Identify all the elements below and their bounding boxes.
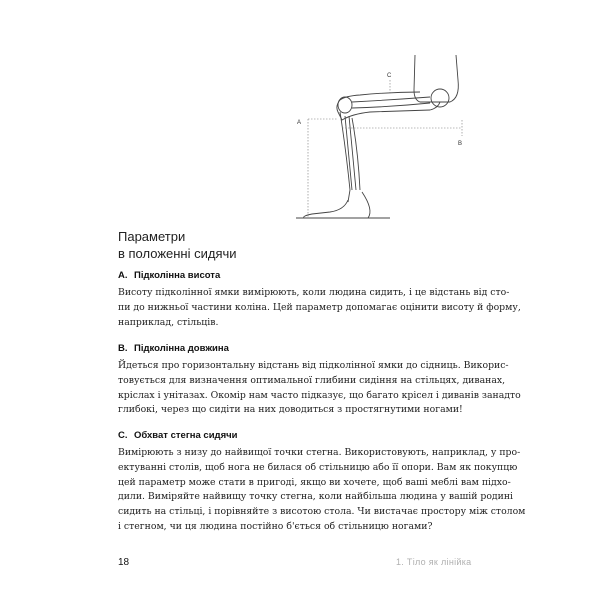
section-c-title: Обхват стегна сидячи bbox=[134, 430, 238, 441]
paragraph-line: цей параметр може стати в пригоді, якщо ви хочете, щоб ваші меблі вам підхо- bbox=[118, 476, 511, 488]
paragraph-line: дили. Виміряйте найвищу точку стегна, коли найбільша людина у вашій родині bbox=[118, 491, 514, 503]
section-b-title: Підколінна довжина bbox=[134, 343, 229, 354]
section-b-heading bbox=[118, 343, 229, 354]
section-b-letter: B. bbox=[118, 343, 128, 354]
section-a-heading bbox=[118, 270, 220, 281]
paragraph-line: товується для визначення оптимальної глибини сидіння на стільцях, диванах, bbox=[118, 374, 506, 386]
section-c-letter: C. bbox=[118, 430, 128, 441]
hip-joint bbox=[431, 89, 449, 107]
section-a-letter: A. bbox=[118, 270, 128, 281]
section-b-paragraph bbox=[118, 359, 521, 418]
femur-bone bbox=[352, 97, 430, 108]
paragraph-line: глибокі, через що сидіти на них доводиться з простягнутими ногами! bbox=[118, 404, 463, 416]
running-title: 1. Тіло як лінійка bbox=[396, 557, 472, 567]
section-title-line1: Параметри bbox=[118, 229, 186, 244]
section-title bbox=[118, 228, 237, 262]
page-number: 18 bbox=[118, 557, 130, 568]
paragraph-line: ектуванні столів, щоб нога не билася об стільницю або її опори. Вам як покупцю bbox=[118, 461, 518, 473]
torso-outline bbox=[414, 55, 458, 102]
section-title-line2: в положенні сидячи bbox=[118, 246, 237, 261]
seated-measurement-illustration bbox=[290, 50, 490, 220]
knee-cap bbox=[338, 97, 352, 113]
foot-outline bbox=[304, 192, 370, 218]
paragraph-line: і стегном, чи ця людина постійно б'ється об стільницю ногами? bbox=[118, 520, 433, 532]
section-c-paragraph bbox=[118, 446, 526, 535]
label-c: C bbox=[387, 73, 392, 79]
paragraph-line: Йдеться про горизонтальну відстань від підколінної ямки до сідниць. Викорис- bbox=[118, 360, 509, 371]
paragraph-line: Висоту підколінної ямки вимірюють, коли людина сидить, і це відстань від сто- bbox=[118, 287, 510, 298]
section-a-paragraph bbox=[118, 286, 521, 330]
paragraph-line: пи до нижньої частини коліна. Цей параметр допомагає оцінити висоту й форму, bbox=[118, 301, 521, 313]
tibia-bone bbox=[345, 116, 356, 190]
label-a: A bbox=[297, 120, 302, 126]
paragraph-line: Вимірюють з низу до найвищої точки стегна. Використовують, наприклад, у про- bbox=[118, 447, 521, 458]
section-c-heading bbox=[118, 430, 237, 441]
section-a-title: Підколінна висота bbox=[134, 270, 221, 281]
paragraph-line: наприклад, стільців. bbox=[118, 316, 219, 328]
paragraph-line: сидить на стільці, і порівняйте з висотою стола. Чи вистачає простору між столом bbox=[118, 506, 526, 518]
paragraph-line: кріслах і унітазах. Окомір нам часто підказує, що багато крісел і диванів занадто bbox=[118, 389, 521, 401]
label-b: B bbox=[458, 141, 463, 147]
